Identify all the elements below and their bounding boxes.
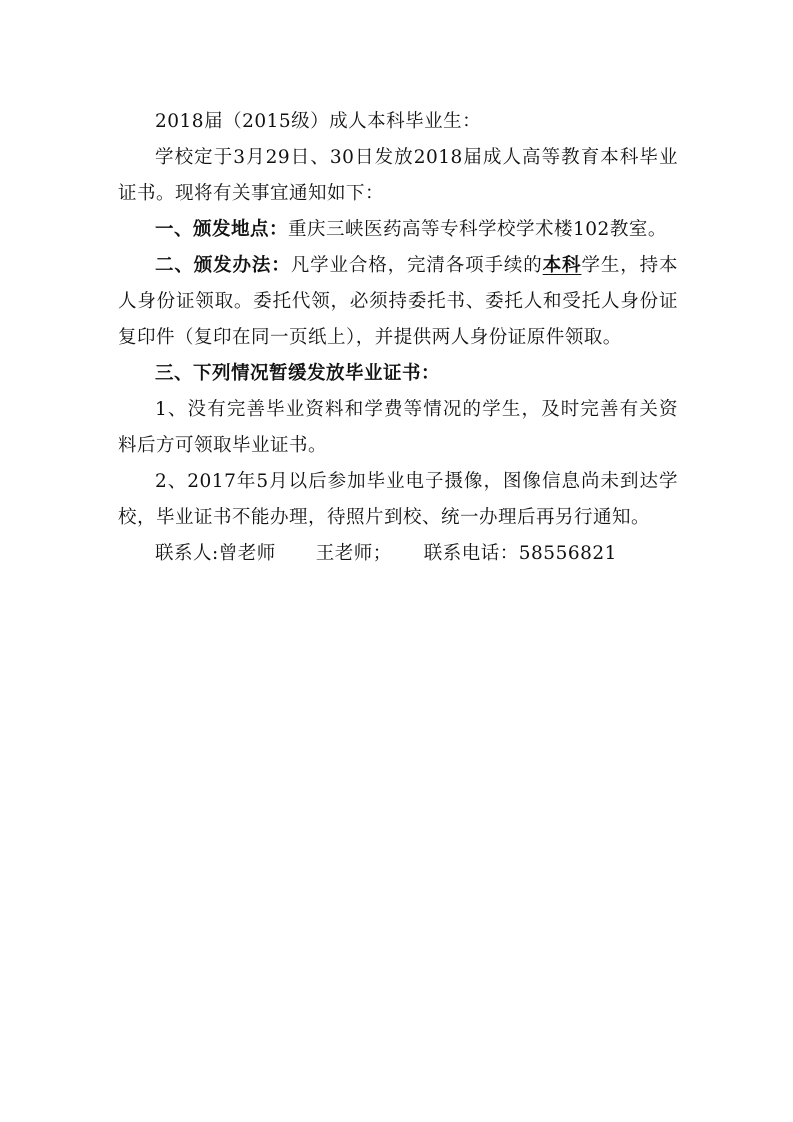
section-1-body: 重庆三峡医药高等专科学校学术楼102教室。 [288, 219, 667, 240]
section-3-item-2: 2、2017年5月以后参加毕业电子摄像，图像信息尚未到达学校，毕业证书不能办理，待照片到校、统一办理后再另行通知。 [118, 471, 678, 528]
section-3-item-1: 1、没有完善毕业资料和学费等情况的学生，及时完善有关资料后方可领取毕业证书。 [118, 399, 678, 456]
notice-body [118, 104, 678, 572]
contact-person-2: 王老师； [315, 543, 392, 564]
section-2-body-before: 凡学业合格，完清各项手续的 [290, 255, 543, 276]
section-2-body-after: 学生，持本人身份证领取。委托代领，必须持委托书、委托人和受托人身份证复印件（复印在同一页纸上），并提供两人身份证原件领取。 [118, 255, 678, 348]
section-1-heading: 一、颁发地点： [155, 219, 289, 240]
intro-paragraph: 学校定于3月29日、30日发放2018届成人高等教育本科毕业证书。现将有关事宜通知如下： [118, 147, 678, 204]
section-2-emphasis: 本科 [542, 255, 582, 276]
contact-person-1: 联系人:曾老师 [155, 543, 276, 564]
contact-phone-number: 58556821 [518, 543, 617, 564]
section-1-paragraph [118, 212, 678, 248]
contact-phone-label: 联系电话： [423, 543, 519, 564]
section-3-heading: 三、下列情况暂缓发放毕业证书： [155, 363, 441, 384]
section-2-paragraph [118, 248, 678, 356]
section-2-heading: 二、颁发办法： [155, 255, 291, 276]
contact-line [118, 536, 678, 572]
addressee-line: 2018届（2015级）成人本科毕业生： [155, 111, 482, 132]
